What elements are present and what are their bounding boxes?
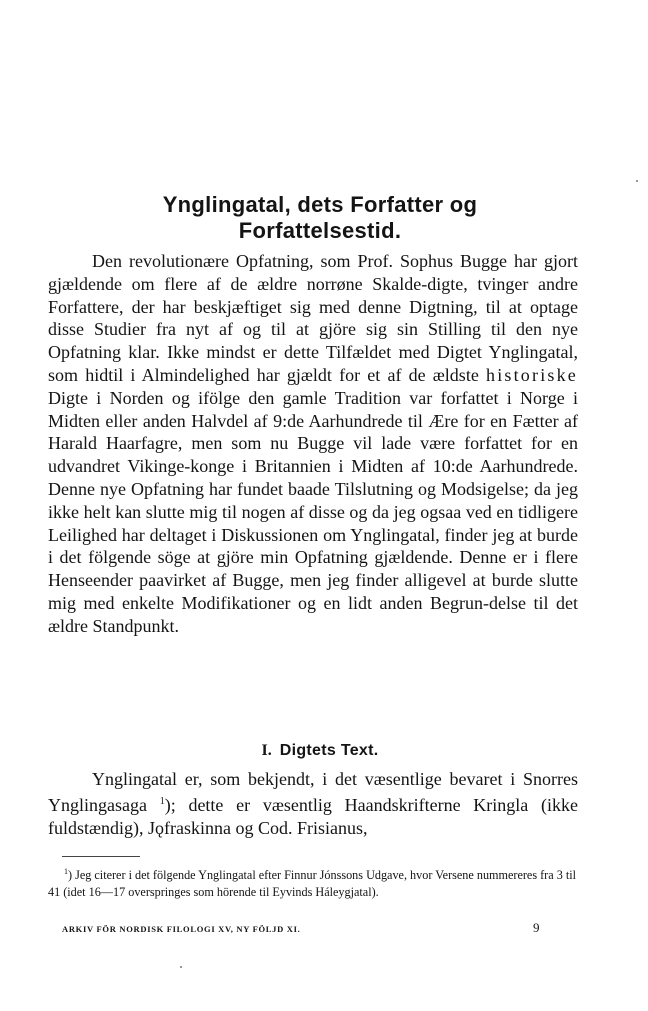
- paragraph-1: [48, 250, 578, 638]
- running-footer: ARKIV FÖR NORDISK FILOLOGI XV, NY FÖLJD XI.: [62, 924, 301, 934]
- section-number: I.: [261, 742, 272, 759]
- page-number: 9: [533, 920, 540, 935]
- paragraph-1-rest: Digte i Norden og ifölge den gamle Tradition var forfattet i Norge i Midten eller anden Halvdel af 9:de Aarhundrede til Ære for en Fætter af Harald Haarfagre, men som nu Bugge vil lade være forfattet for en udvandret Vikinge-konge i Britannien i Midten af 10:de Aarhundrede. Denne nye Opfatning har fundet baade Tilslutning og Modsigelse; da jeg ikke helt kan slutte mig til nogen af disse og da jeg ogsaa ved en tidligere Leilighed har deltaget i Diskussionen om Ynglingatal, finder jeg at burde i det fölgende söge at gjöre min Opfatning gjældende. Denne er i flere Henseender paavirket af Bugge, men jeg finder alligevel at burde slutte mig med enkelte Modifikationer og en lidt anden Begrun-delse til det ældre Standpunkt.: [48, 387, 578, 636]
- footnote-text: ) Jeg citerer i det fölgende Ynglingatal efter Finnur Jónssons Udgave, hvor Versene nummereres fra 3 til 41 (idet 16—17 overspringes som hörende til Eyvinds Háleygjatal).: [48, 868, 576, 899]
- article-title-line-2: Forfattelsestid.: [238, 218, 402, 243]
- footnote: [48, 864, 576, 900]
- footnote-divider: [62, 856, 140, 857]
- scan-speck: [180, 966, 182, 968]
- paragraph-2-end: ); dette er væsentlig Haandskrifterne Kringla (ikke fuldstændig), Jǫfraskinna og Cod. Frisianus,: [48, 794, 578, 838]
- section-title: Digtets Text.: [279, 742, 379, 759]
- section-heading: [60, 742, 580, 760]
- footnote-reference[interactable]: 1: [159, 795, 165, 807]
- paragraph-2: [48, 768, 578, 839]
- paragraph-1-text: Den revolutionære Opfatning, som Prof. Sophus Bugge har gjort gjældende om flere af de ældre norrøne Skalde-digte, tvinger andre Forfattere, der har beskjæftiget sig med denne Digtning, til at optage disse Studier fra nyt af og til at gjöre sig sin Stilling til den nye Opfatning klar. Ikke mindst er dette Tilfældet med Digtet Ynglingatal, som hidtil i Almindelighed har gjældt for et af de ældste: [48, 251, 578, 385]
- paragraph-2-start: Ynglingatal er, som bekjendt, i det væsentlige bevaret i Snorres Ynglingasaga: [48, 769, 578, 815]
- scan-speck: [636, 180, 638, 182]
- article-title-line-1: Ynglingatal, dets Forfatter og: [162, 192, 478, 217]
- spaced-word-historiske: historiske: [486, 364, 578, 385]
- footnote-marker: 1: [64, 867, 68, 876]
